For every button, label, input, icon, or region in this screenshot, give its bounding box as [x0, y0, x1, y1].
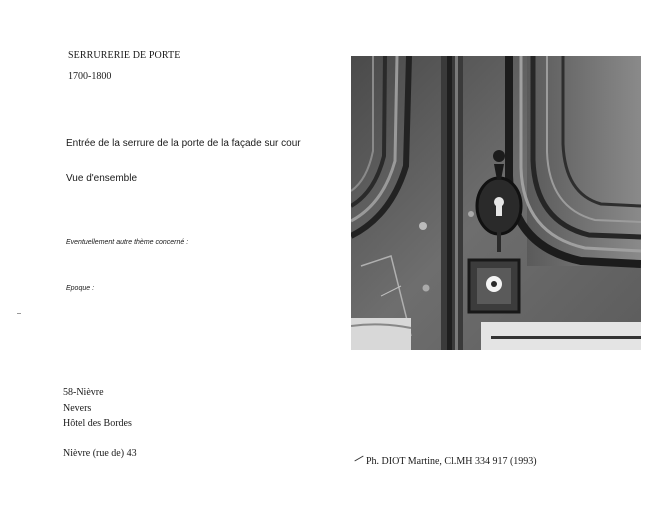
street-address: Nièvre (rue de) 43	[63, 448, 137, 459]
department: 58-Nièvre	[63, 387, 104, 398]
building-name: Hôtel des Bordes	[63, 418, 132, 429]
record-subject: Entrée de la serrure de la porte de la façade sur cour	[66, 138, 301, 149]
record-view-type: Vue d'ensemble	[66, 173, 138, 184]
other-theme-label: Eventuellement autre thème concerné :	[66, 239, 189, 246]
record-heading: SERRURERIE DE PORTE	[68, 50, 181, 61]
door-lock-photo	[351, 56, 641, 350]
credit-mark	[354, 456, 363, 462]
city: Nevers	[63, 403, 92, 414]
epoque-label: Epoque :	[66, 285, 95, 292]
record-dates: 1700-1800	[68, 71, 112, 82]
margin-mark	[17, 313, 21, 314]
photo-credit: Ph. DIOT Martine, Cl.MH 334 917 (1993)	[366, 456, 537, 467]
